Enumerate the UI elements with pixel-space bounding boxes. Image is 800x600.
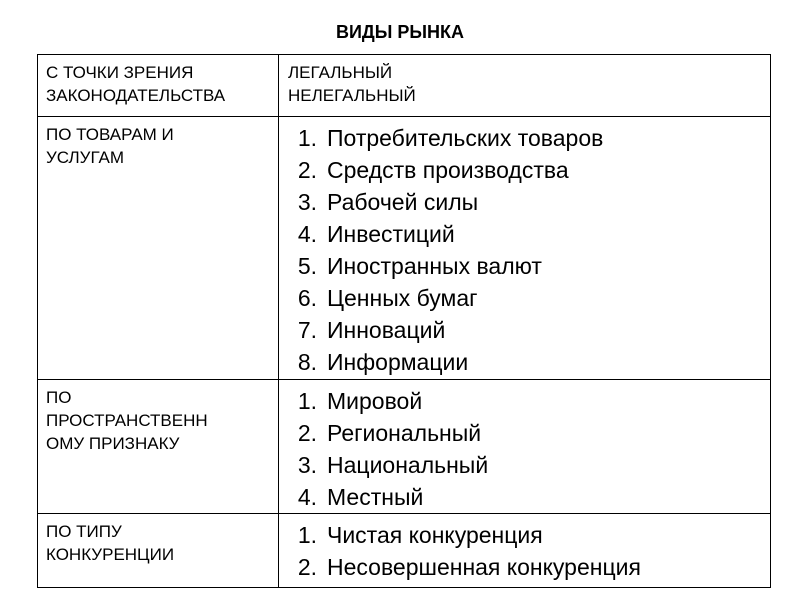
market-types-table bbox=[37, 54, 771, 588]
item-text: Иностранных валют bbox=[327, 253, 542, 279]
category-label-line: КОНКУРЕНЦИИ bbox=[46, 545, 175, 564]
list-item bbox=[279, 346, 770, 378]
item-text: Инвестиций bbox=[327, 221, 455, 247]
item-number: 2. bbox=[297, 157, 317, 183]
category-label-line: ОМУ ПРИЗНАКУ bbox=[46, 434, 180, 453]
item-number: 4. bbox=[297, 221, 317, 247]
list-item bbox=[279, 218, 770, 250]
category-cell bbox=[38, 380, 279, 514]
table-row-goods-services bbox=[38, 117, 771, 380]
list-item bbox=[279, 449, 770, 481]
category-cell bbox=[38, 55, 279, 117]
category-label bbox=[38, 514, 278, 566]
item-number: 1. bbox=[297, 522, 317, 548]
types-cell bbox=[279, 380, 771, 514]
list-item bbox=[279, 551, 770, 583]
slide-title: ВИДЫ РЫНКА bbox=[336, 22, 464, 42]
item-number: 8. bbox=[297, 349, 317, 375]
list-item bbox=[279, 314, 770, 346]
item-number: 2. bbox=[297, 420, 317, 446]
item-text: Местный bbox=[327, 484, 424, 510]
types-cell bbox=[279, 55, 771, 117]
list-item bbox=[279, 122, 770, 154]
list-item bbox=[279, 154, 770, 186]
list-item bbox=[279, 417, 770, 449]
item-text: Национальный bbox=[327, 452, 489, 478]
category-label-line: ПО ТИПУ bbox=[46, 522, 122, 541]
item-text: Мировой bbox=[327, 388, 423, 414]
item-number: 4. bbox=[297, 484, 317, 510]
table-row-spatial bbox=[38, 380, 771, 514]
item-text: Инноваций bbox=[327, 317, 446, 343]
category-label-line: С ТОЧКИ ЗРЕНИЯ bbox=[46, 63, 194, 82]
list-item bbox=[279, 282, 770, 314]
types-list bbox=[279, 55, 770, 107]
item-text: Информации bbox=[327, 349, 469, 375]
types-list bbox=[279, 117, 770, 378]
list-item bbox=[279, 519, 770, 551]
item-number: 6. bbox=[297, 285, 317, 311]
item-number: 5. bbox=[297, 253, 317, 279]
table-row-competition bbox=[38, 514, 771, 588]
item-text: Несовершенная конкуренция bbox=[327, 554, 641, 580]
item-text: Средств производства bbox=[327, 157, 569, 183]
item-text: Рабочей силы bbox=[327, 189, 479, 215]
item-text: Потребительских товаров bbox=[327, 125, 604, 151]
category-cell bbox=[38, 514, 279, 588]
category-label-line: ЗАКОНОДАТЕЛЬСТВА bbox=[46, 86, 226, 105]
item-number: 3. bbox=[297, 189, 317, 215]
category-label-line: ПРОСТРАНСТВЕНН bbox=[46, 411, 208, 430]
types-cell bbox=[279, 514, 771, 588]
category-label-line: ПО ТОВАРАМ И bbox=[46, 125, 174, 144]
types-list bbox=[279, 514, 770, 583]
item-number: 7. bbox=[297, 317, 317, 343]
type-item: ЛЕГАЛЬНЫЙ bbox=[288, 63, 393, 82]
category-cell bbox=[38, 117, 279, 380]
category-label-line: УСЛУГАМ bbox=[46, 148, 125, 167]
category-label-line: ПО bbox=[46, 388, 72, 407]
list-item bbox=[279, 385, 770, 417]
list-item bbox=[279, 186, 770, 218]
item-number: 2. bbox=[297, 554, 317, 580]
types-cell bbox=[279, 117, 771, 380]
table-row-legislation bbox=[38, 55, 771, 117]
list-item bbox=[279, 481, 770, 513]
category-label bbox=[38, 380, 278, 455]
item-text: Региональный bbox=[327, 420, 482, 446]
item-number: 1. bbox=[297, 388, 317, 414]
types-list bbox=[279, 380, 770, 513]
list-item bbox=[279, 250, 770, 282]
category-label bbox=[38, 117, 278, 169]
item-number: 3. bbox=[297, 452, 317, 478]
category-label bbox=[38, 55, 278, 107]
item-text: Чистая конкуренция bbox=[327, 522, 543, 548]
type-item: НЕЛЕГАЛЬНЫЙ bbox=[288, 86, 416, 105]
item-number: 1. bbox=[297, 125, 317, 151]
item-text: Ценных бумаг bbox=[327, 285, 478, 311]
